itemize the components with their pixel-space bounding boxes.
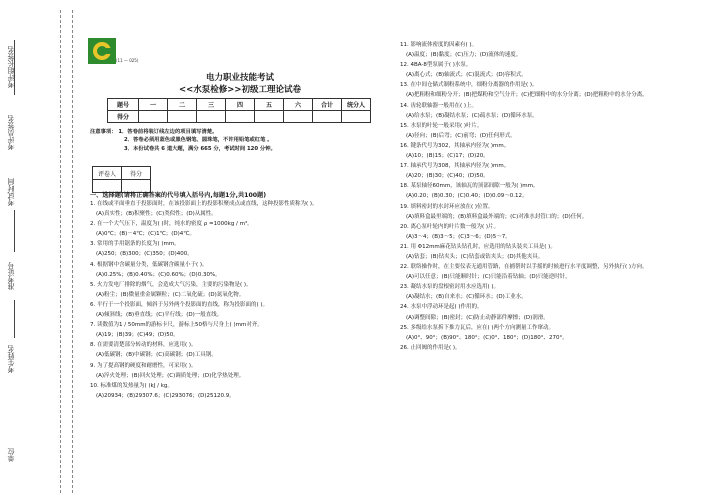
score-cell[interactable] <box>313 111 342 123</box>
score-table-header-row <box>108 99 371 111</box>
question-item: 23. 凝结水泵的盘根密封用水应选用( )。 <box>400 284 500 291</box>
note-line: 注意事项： 1．答卷前将装订线左边的项目填写清楚。 <box>90 129 218 135</box>
question-options: (A)20934；(B)29307.6；(C)293076；(D)25120.9。 <box>96 392 235 399</box>
question-options: (A)调整间隙；(B)密封；(C)防止动静部件摩擦；(D)润滑。 <box>406 314 549 321</box>
question-item: 7. 读数值为1 / 50mm的游标卡尺，游标上50格与尺身上( )mm对齐。 <box>90 322 263 329</box>
score-cell[interactable] <box>226 111 255 123</box>
question-item: 24. 水泵中浮动环是起( )作用的。 <box>400 304 483 311</box>
score-label: 得分 <box>122 167 151 180</box>
question-item: 19. 填料密封的水封环应放在( )位置。 <box>400 203 494 210</box>
question-options: (A)0℃；(B)－4℃；(C)1℃；(D)4℃。 <box>96 231 195 238</box>
binding-field-lead: 考评组长签名 <box>7 46 15 88</box>
question-options: (A)0°、90°；(B)90°、180°；(C)0°、180°；(D)180°、270°。 <box>406 334 568 341</box>
score-header-cell: 六 <box>284 99 313 111</box>
question-item: 15. 水泵的叶轮一般采用( )叶片。 <box>400 122 483 129</box>
question-options: (A)粉尘；(B)微量重金属颗粒；(C)二氧化硫；(D)氮氧化物。 <box>96 291 245 298</box>
binding-field-id: 准考证号 <box>7 262 15 290</box>
score-row-label: 得分 <box>108 111 139 123</box>
binding-field-name: 考生姓名 <box>7 345 15 373</box>
question-options: (A)250；(B)300；(C)350；(D)400。 <box>96 251 193 258</box>
question-item: 22. 联络操作时，在主要仪表无通用管路，在捕帮时以手摇的时候进行水平度调整，另外执行( )方向。 <box>400 264 648 271</box>
exam-notes <box>90 128 386 153</box>
question-options: (A)钻套；(B)钻夹头；(C)钻套或钻夹头；(D)其他夹具。 <box>406 253 544 260</box>
score-cell[interactable] <box>255 111 284 123</box>
question-options: (A)20；(B)30；(C)40；(D)50。 <box>406 173 489 180</box>
score-table-score-row <box>108 111 371 123</box>
question-item: 26. 止回阀的作用是( )。 <box>400 344 461 351</box>
question-item: 13. 在中间仓储式制粉系统中，细粉分离器的作用是( )。 <box>400 82 538 89</box>
binding-field-examiner: 考评员签名 <box>7 115 15 150</box>
score-header-cell: 五 <box>255 99 284 111</box>
question-list-left <box>90 199 388 401</box>
binding-underline-lead[interactable] <box>14 40 15 95</box>
question-options: (A)低碳钢；(B)中碳钢；(C)高碳钢；(D)工具钢。 <box>96 352 217 359</box>
question-item: 2. 在一个大气压下，温度为( )时，纯水的密度 ρ =1000kg / m³。 <box>90 221 253 228</box>
question-options: (A)离心式；(B)轴流式；(C)混流式；(D)容积式。 <box>406 72 527 79</box>
question-item: 25. 多级给水泵拆下推力瓦后，应在( )两个方向测量工作窜动。 <box>400 324 555 331</box>
question-options: (A)填料盒最里端的；(B)填料盒最外端的；(C)对准水封管口的；(D)任何。 <box>406 213 588 220</box>
score-header-cell: 三 <box>197 99 226 111</box>
question-options: (A)温度；(B)黏度；(C)压力；(D)流体的速度。 <box>406 52 522 59</box>
question-item: 9. 为了提高钢的硬度和耐磨性，可采用( )。 <box>90 362 197 369</box>
question-options: (A)淬火处理；(B)回火处理；(C)调质处理；(D)化学热处理。 <box>96 372 245 379</box>
binding-dash-line <box>60 10 61 493</box>
binding-field-unit: 单位 <box>7 448 15 462</box>
question-item: 17. 轴承代号为308，其轴承内径为( )mm。 <box>400 163 510 170</box>
note-line: 2．答卷必须用蓝色或黑色钢笔、圆珠笔，不许用铅笔或红笔 。 <box>124 137 273 144</box>
question-item: 3. 常用的手用锯条的长度为( )mm。 <box>90 241 180 248</box>
question-options: (A)0.20；(B)0.30；(C)0.40；(D)0.09～0.12。 <box>406 193 528 200</box>
question-item: 18. 某泵轴径60mm，该轴瓦的顶部间隙一般为( )mm。 <box>400 183 539 190</box>
score-cell[interactable] <box>139 111 168 123</box>
question-item: 8. 在需要清楚部分转动的材料，应选用( )。 <box>90 342 197 349</box>
exam-title-line2: <<水泵检修>>初级工理论试卷 <box>179 85 301 95</box>
score-cell[interactable] <box>284 111 313 123</box>
note-line: 3．本份试卷共 6 道大题，满分 665 分，考试时间 120 分钟。 <box>124 145 276 152</box>
question-item: 11. 影响流体密度的因素有( )。 <box>400 42 478 48</box>
question-item: 14. 齿轮联轴器一般用在( )上。 <box>400 102 478 109</box>
score-header-cell: 一 <box>139 99 168 111</box>
score-header-cell: 统分人 <box>342 99 371 111</box>
exam-logo-icon <box>88 38 116 64</box>
question-options: (A)给水泵；(B)凝结水泵；(C)疏水泵；(D)循环水泵。 <box>406 112 538 119</box>
score-header-cell: 四 <box>226 99 255 111</box>
question-options: (A)10；(B)15；(C)17；(D)20。 <box>406 153 489 160</box>
question-options: (A)3～4；(B)3～5；(C)3～6；(D)5～7。 <box>406 233 511 240</box>
question-options: (A)真实性；(B)积聚性；(C)类似性；(D)从属性。 <box>96 211 217 218</box>
score-header-cell: 合计 <box>313 99 342 111</box>
grader-table <box>92 166 151 193</box>
question-item: 12. 4BA-8型泵属于( )水泵。 <box>400 62 472 69</box>
question-item: 10. 标准煤的发热量为( )kJ / kg。 <box>90 382 173 389</box>
binding-field-time: 考试时间 <box>7 178 15 206</box>
question-item: 4. 根据钢中含碳量分类，低碳钢含碳量小于( )。 <box>90 261 208 268</box>
binding-underline-id[interactable] <box>14 210 15 252</box>
question-options: (A)倾斜线；(B)垂直线；(C)平行线；(D)一般直线。 <box>96 312 223 319</box>
exam-title <box>160 72 320 96</box>
question-options: (A)0.25%；(B)0.40%；(C)0.60%；(D)0.30%。 <box>96 271 221 278</box>
section-title: 一、选择题(请将正确答案的代号填入括号内,每题1分,共100题) <box>90 192 267 199</box>
exam-title-line1: 电力职业技能考试 <box>205 73 274 83</box>
question-item: 21. 用 Φ12mm麻花钻头钻孔时，应选用的钻头装夹工具是( )。 <box>400 243 556 250</box>
question-options: (A)凝结水；(B)自来水；(C)循环水；(D)工业水。 <box>406 294 527 301</box>
grader-label: 评卷人 <box>93 167 122 180</box>
score-table <box>107 98 371 123</box>
binding-underline-name[interactable] <box>14 300 15 338</box>
question-options: (A)可以任意；(B)只能顺时针；(C)只能沿着钻轴；(D)只能逆时针。 <box>406 274 571 281</box>
question-options: (A)19；(B)39；(C)49；(D)50。 <box>96 332 179 339</box>
binding-dash-line-inner <box>72 10 73 493</box>
score-cell[interactable] <box>197 111 226 123</box>
score-cell[interactable] <box>342 111 371 123</box>
logo-caption: (11 — 025) <box>116 58 139 63</box>
question-options: (A)把粗粉和细粉分开；(B)把煤粉和空气分开；(C)把细粉中的水分分离；(D)把粗粉中的水分分离。 <box>406 92 648 99</box>
question-item: 16. 键条代号为302，其轴承内径为( )mm。 <box>400 142 510 149</box>
question-item: 1. 在线或平面垂直于投影面时，在该投影面上的投影积聚成点或直线，这种投影性质称为( )。 <box>90 201 318 207</box>
question-item: 5. 火力发电厂排除的烟气，会造成大气污染，主要的污染物是( )。 <box>90 281 252 288</box>
question-options: (A)径向；(B)后弯；(C)前弯；(D)任何形式。 <box>406 132 516 139</box>
score-cell[interactable] <box>168 111 197 123</box>
score-header-cell: 题号 <box>108 99 139 111</box>
score-header-cell: 二 <box>168 99 197 111</box>
question-item: 20. 离心泵叶轮内的叶片数一般为( )片。 <box>400 223 500 230</box>
question-list-right <box>400 40 702 353</box>
question-item: 6. 平行于一个投影面，倾斜于另外两个投影面的直线，称为投影面的( )。 <box>90 301 269 308</box>
binding-margin <box>0 0 80 503</box>
